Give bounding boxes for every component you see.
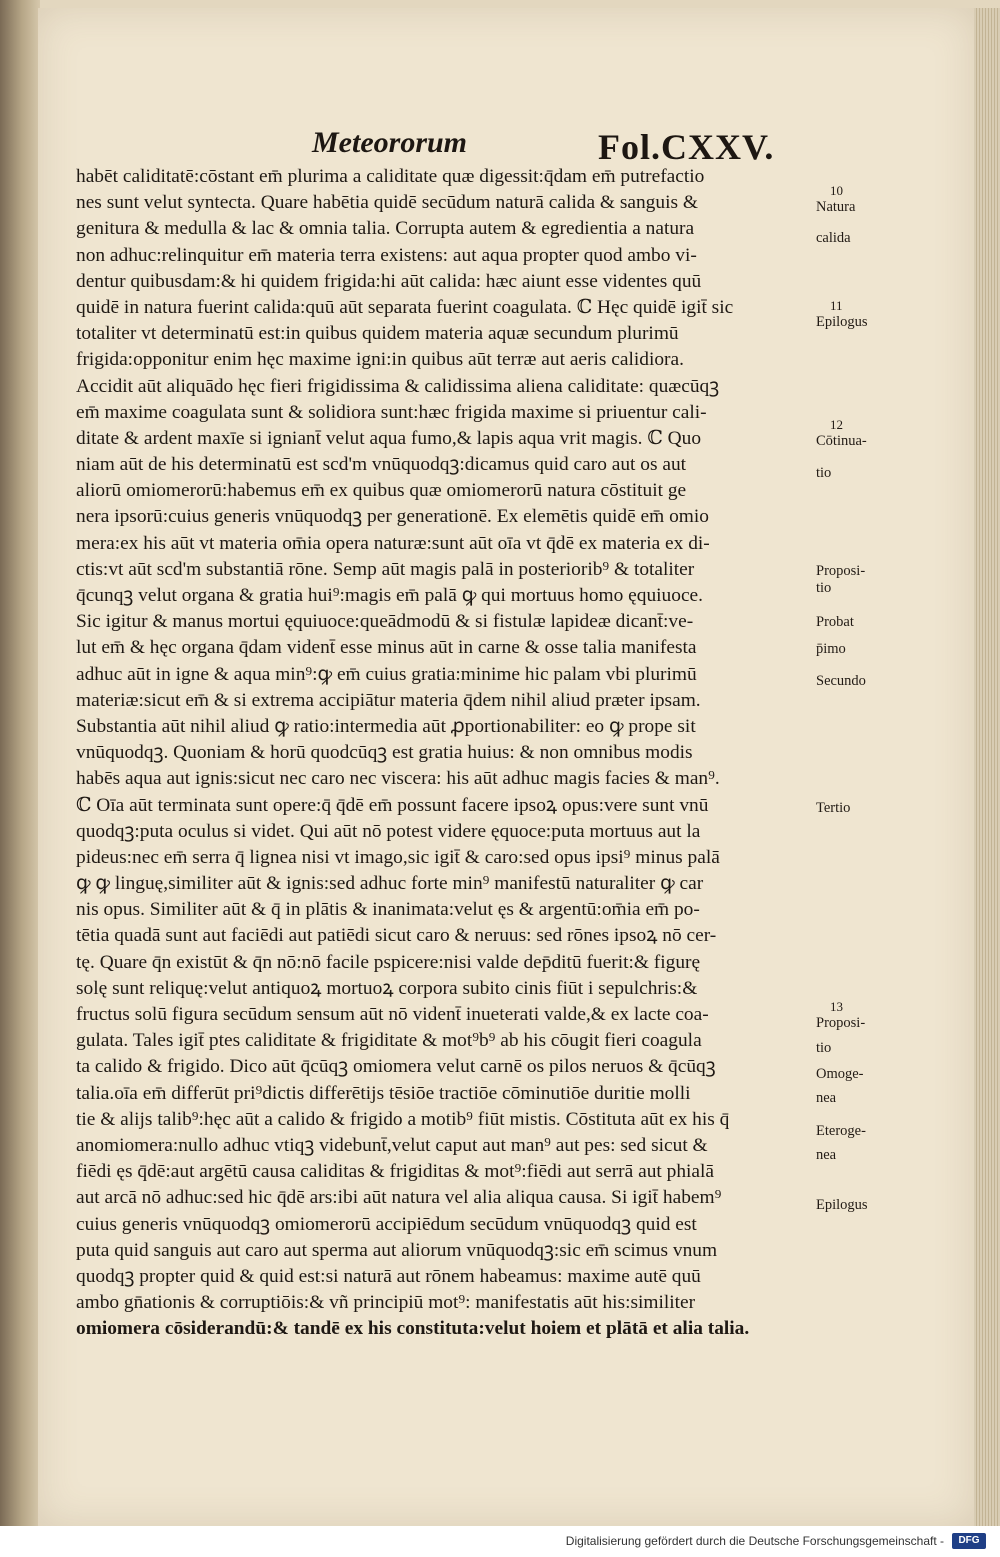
- text-line: materiæ:sicut em̄ & si extrema accipiātur materia q̄dem nihil aliud præter ipsam.: [76, 689, 701, 711]
- text-line: nes sunt velut syntecta. Quare habētia quidē secūdum naturā calida & sanguis &: [76, 192, 698, 214]
- margin-note: [816, 580, 831, 597]
- margin-note-label: Cōtinua-: [816, 433, 867, 449]
- page-edges: [974, 8, 1000, 1526]
- margin-note: [816, 998, 865, 1032]
- margin-note-label: tio: [816, 465, 832, 481]
- text-line: Sic igitur & manus mortui ęquiuoce:queādmodū & si fistulæ lapideæ dicant̄:ve-: [76, 611, 694, 633]
- margin-note: [816, 182, 855, 216]
- margin-note: [816, 1123, 866, 1140]
- margin-note-number: 12: [830, 417, 843, 432]
- text-line: ꝙ ꝙ linguę,similiter aūt & ignis:sed adhuc forte min⁹ manifestū naturaliter ꝙ car: [76, 873, 704, 895]
- margin-note: [816, 1066, 864, 1083]
- text-line: non adhuc:relinquitur em̄ materia terra existens: aut aqua propter quod ambo vi-: [76, 244, 697, 266]
- margin-note: [816, 1147, 836, 1164]
- margin-note: [816, 1040, 831, 1057]
- text-line: quodqꝫ:puta oculus si videt. Qui aūt nō potest videre ęquoce:puta mortuus aut la: [76, 820, 701, 842]
- text-line: frigida:opponitur enim hęc maxime igni:in quibus aūt terræ aut aeris calidiora.: [76, 349, 684, 371]
- text-line: habēs aqua aut ignis:sicut nec caro nec viscera: his aūt adhuc magis facies & man⁹.: [76, 768, 720, 790]
- margin-note-label: tio: [816, 580, 832, 596]
- margin-note: [816, 800, 850, 817]
- text-line: vnūquodqꝫ. Quoniam & horū quodcūqꝫ est gratia huius: & non omnibus modis: [76, 742, 693, 764]
- margin-note: [816, 230, 851, 247]
- margin-note-label: Natura: [816, 199, 856, 215]
- text-line: fiēdi ęs q̄dē:aut argētū causa caliditas & frigiditas & mot⁹:fiēdi aut serrā aut phialā: [76, 1161, 714, 1183]
- margin-note-label: Proposi-: [816, 563, 866, 579]
- text-line: Accidit aūt aliquādo hęc fieri frigidissima & calidissima aliena caliditate: quæcūqꝫ: [76, 375, 720, 397]
- text-line: omiomera cōsiderandū:& tandē ex his constituta:velut hoiem et plātā et alia talia.: [76, 1318, 750, 1340]
- margin-note-label: Omoge-: [816, 1066, 864, 1082]
- text-line: totaliter vt determinatū est:in quibus quidem materia aquæ secundum plurimū: [76, 323, 679, 345]
- margin-note: [816, 465, 831, 482]
- text-line: ambo gn̄ationis & corruptiōis:& vñ principiū mot⁹: manifestatis aūt his:similiter: [76, 1292, 696, 1314]
- margin-note-number: 10: [830, 183, 843, 198]
- text-line: ta calido & frigido. Dico aūt q̄cūqꝫ omiomera velut carnē os pilos neruos & q̄cūqꝫ: [76, 1056, 716, 1078]
- margin-note-label: Epilogus: [816, 314, 868, 330]
- text-line: tę. Quare q̄n existūt & q̄n nō:nō facile pspicere:nisi valde dep̄ditū fuerit:& figurę: [76, 951, 701, 973]
- text-line: tētia quadā sunt aut faciēdi aut patiēdi sicut caro & neruus: sed rōnes ipsoꝝ nō cer-: [76, 925, 717, 947]
- text-line: cuius generis vnūquodqꝫ omiomerorū accipiēdum secūdum vnūquodqꝫ quid est: [76, 1213, 697, 1235]
- margin-note-label: p̄imo: [816, 641, 846, 657]
- text-line: anomiomera:nullo adhuc vtiqꝫ videbunt̄,velut caput aut man⁹ aut pes: sed sicut &: [76, 1134, 708, 1156]
- margin-note-number: 11: [830, 298, 843, 313]
- margin-note-label: nea: [816, 1147, 837, 1163]
- margin-note-label: Epilogus: [816, 1197, 868, 1213]
- text-line: niam aūt de his determinatū est scd'm vnūquodqꝫ:dicamus quid caro aut os aut: [76, 454, 687, 476]
- text-line: ditate & ardent maxīe si igniant̄ velut aqua fumo,& lapis aqua vrit magis. ℂ Quo: [76, 427, 702, 449]
- text-line: gulata. Tales igit̄ ptes caliditate & frigiditate & mot⁹b⁹ ab his cōugit fieri coagula: [76, 1030, 702, 1052]
- footer-credit: Digitalisierung gefördert durch die Deutsche Forschungsgemeinschaft -: [565, 1534, 944, 1548]
- margin-note-label: tio: [816, 1040, 832, 1056]
- margin-note-label: calida: [816, 230, 851, 246]
- book-gutter: [0, 0, 40, 1557]
- text-line: quodqꝫ propter quid & quid est:si naturā aut rōnem habeamus: maxime autē quū: [76, 1265, 701, 1287]
- margin-note-number: 13: [830, 999, 843, 1014]
- text-line: q̄cunqꝫ velut organa & gratia hui⁹:magis em̄ palā ꝙ qui mortuus homo ęquiuoce.: [76, 585, 704, 606]
- margin-note-label: Tertio: [816, 800, 851, 816]
- body-text: [76, 164, 820, 1342]
- margin-note: [816, 614, 854, 631]
- text-line: quidē in natura fuerint calida:quū aūt separata fuerint coagulata. ℂ Hęc quidē igit̄ sic: [76, 296, 734, 318]
- text-line: Substantia aūt nihil aliud ꝙ ratio:intermedia aūt ꝓportionabiliter: eo ꝙ prope sit: [76, 715, 696, 737]
- dfg-logo-icon: DFG: [952, 1533, 986, 1549]
- text-line: fructus solū figura secūdum sensum aūt nō vident̄ inueterati valde,& ex lacte coa-: [76, 1004, 709, 1025]
- margin-note: [816, 1090, 836, 1107]
- folio-number: Fol.CXXV.: [598, 127, 775, 167]
- text-line: aliorū omiomerorū:habemus em̄ ex quibus quæ omiomerorū natura cōstituit ge: [76, 480, 687, 502]
- text-line: em̄ maxime coagulata sunt & solidiora sunt:hæc frigida maxime si priuentur cali-: [76, 401, 707, 423]
- margin-note-label: nea: [816, 1090, 837, 1106]
- text-line: adhuc aūt in igne & aqua min⁹:ꝙ em̄ cuius gratia:minime hic palam vbi plurimū: [76, 663, 697, 685]
- margin-note-label: Secundo: [816, 673, 866, 689]
- margin-note-label: Eteroge-: [816, 1123, 866, 1139]
- text-line: lut em̄ & hęc organa q̄dam vident̄ esse minus aūt in carne & osse talia manifesta: [76, 637, 697, 659]
- text-line: nis opus. Similiter aūt & q̄ in plātis & inanimata:velut ęs & argentū:om̄ia em̄ po-: [76, 899, 700, 921]
- text-line: dentur quibusdam:& hi quidem frigida:hi aūt calida: hæc aiunt esse videntes quū: [76, 270, 702, 292]
- text-line: habēt caliditatē:cōstant em̄ plurima a caliditate quæ digessit:q̄dam em̄ putrefactio: [76, 166, 705, 187]
- text-line: aut arcā nō adhuc:sed hic q̄dē ars:ibi aūt natura vel alia aliqua causa. Si igit̄ habem⁹: [76, 1187, 722, 1209]
- text-line: talia.oīa em̄ differūt pri⁹dictis differētijs tēsiōe tractiōe cōminutiōe duritie molli: [76, 1082, 691, 1104]
- text-line: solę sunt reliquę:velut antiquoꝝ mortuoꝝ corpora subito cinis fiūt i sepulchris:&: [76, 977, 698, 999]
- running-head: Meteororum: [312, 126, 468, 159]
- margin-note: [816, 1197, 868, 1214]
- text-line: ctis:vt aūt scd'm substantiā rōne. Semp aūt magis palā in posteriorib⁹ & totaliter: [76, 558, 695, 580]
- margin-note: [816, 297, 868, 331]
- margin-note: [816, 641, 846, 658]
- margin-note-label: Probat: [816, 614, 854, 630]
- text-line: pideus:nec em̄ serra q̄ lignea nisi vt imago,sic igit̄ & caro:sed opus ipsi⁹ minus palā: [76, 846, 720, 868]
- text-line: nera ipsorū:cuius generis vnūquodqꝫ per generationē. Ex elemētis quidē em̄ omio: [76, 506, 709, 528]
- text-line: ℂ Oīa aūt terminata sunt opere:q̄ q̄dē em̄ possunt facere ipsoꝝ opus:vere sunt vnū: [76, 794, 709, 816]
- text-line: genitura & medulla & lac & omnia talia. Corrupta autem & egredientia a natura: [76, 218, 695, 240]
- margin-note: [816, 416, 867, 450]
- margin-note-label: Proposi-: [816, 1015, 866, 1031]
- text-line: puta quid sanguis aut caro aut sperma aut aliorum vnūquodqꝫ:sic em̄ scimus vnum: [76, 1239, 718, 1261]
- text-line: mera:ex his aūt vt materia om̄ia opera naturæ:sunt aūt oīa vt q̄dē ex materia ex di-: [76, 532, 710, 554]
- text-line: tie & alijs talib⁹:hęc aūt a calido & frigido a motib⁹ fiūt mistis. Cōstituta aūt ex his q̄: [76, 1108, 730, 1130]
- margin-note: [816, 563, 865, 580]
- margin-note: [816, 673, 866, 690]
- footer-bar: [0, 1526, 1000, 1557]
